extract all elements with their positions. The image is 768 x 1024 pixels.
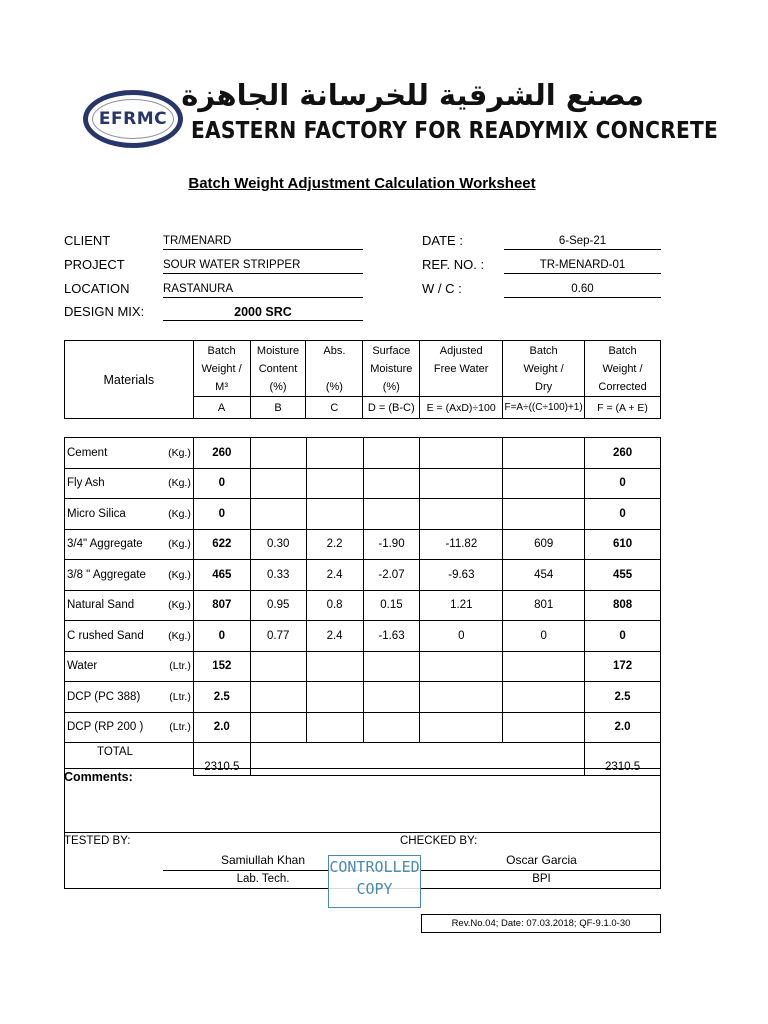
wc-value: 0.60 <box>504 281 661 298</box>
cell-a: 807 <box>193 590 250 621</box>
signoff-divider <box>64 832 661 833</box>
total-f: 2310.5 <box>585 743 661 776</box>
cell-b <box>250 499 306 530</box>
ref-label: REF. NO. : <box>422 257 485 272</box>
cell-e <box>420 438 503 469</box>
materials-table <box>64 437 661 776</box>
abs-header: Abs. (%) <box>306 341 363 397</box>
cell-a: 0 <box>193 621 250 652</box>
material-name: Cement <box>65 438 165 469</box>
cell-f: 2.5 <box>585 682 661 713</box>
cell-b: 0.77 <box>250 621 306 652</box>
cell-e: -9.63 <box>420 560 503 591</box>
surface-moisture-header: Surface Moisture (%) <box>363 341 420 397</box>
stamp-line-2: COPY <box>356 880 393 898</box>
materials-header: Materials <box>65 341 194 419</box>
cell-e <box>420 712 503 743</box>
material-unit: (Ltr.) <box>164 651 193 682</box>
cell-d <box>363 651 420 682</box>
location-value: RASTANURA <box>163 281 363 298</box>
cell-d: -1.90 <box>363 529 420 560</box>
cell-b: 0.95 <box>250 590 306 621</box>
client-value: TR/MENARD <box>163 233 363 250</box>
cell-f: 0 <box>585 499 661 530</box>
cell-c: 0.8 <box>306 590 363 621</box>
cell-d <box>363 499 420 530</box>
cell-d: 0.15 <box>363 590 420 621</box>
cell-c <box>306 499 363 530</box>
formula-b: B <box>250 397 306 419</box>
table-row <box>65 499 661 530</box>
batch-weight-header: Batch Weight / M³ <box>193 341 250 397</box>
material-unit: (Kg.) <box>164 529 193 560</box>
cell-c <box>306 438 363 469</box>
material-name: 3/8 " Aggregate <box>65 560 165 591</box>
material-name: Natural Sand <box>65 590 165 621</box>
cell-dry <box>503 468 585 499</box>
page-title: Batch Weight Adjustment Calculation Worksheet <box>188 175 536 192</box>
cell-f: 2.0 <box>585 712 661 743</box>
cell-d <box>363 682 420 713</box>
company-logo <box>83 90 183 148</box>
cell-c: 2.4 <box>306 621 363 652</box>
formula-d: D = (B-C) <box>363 397 420 419</box>
cell-dry <box>503 712 585 743</box>
ref-value: TR-MENARD-01 <box>504 257 661 274</box>
material-unit: (Kg.) <box>164 590 193 621</box>
batch-dry-header: Batch Weight / Dry <box>503 341 585 397</box>
table-row <box>65 651 661 682</box>
cell-dry <box>503 651 585 682</box>
total-a: 2310.5 <box>193 743 250 776</box>
design-mix-label: DESIGN MIX: <box>64 304 145 319</box>
cell-b <box>250 468 306 499</box>
formula-e: E = (AxD)÷100 <box>420 397 503 419</box>
cell-a: 2.5 <box>193 682 250 713</box>
material-name: Water <box>65 651 165 682</box>
comments-label: Comments: <box>64 770 133 784</box>
cell-b: 0.30 <box>250 529 306 560</box>
cell-e <box>420 651 503 682</box>
cell-e <box>420 468 503 499</box>
formula-f: F = (A + E) <box>585 397 661 419</box>
location-label: LOCATION <box>64 281 130 296</box>
cell-c <box>306 468 363 499</box>
material-name: DCP (RP 200 ) <box>65 712 165 743</box>
table-row <box>65 621 661 652</box>
material-unit: (Kg.) <box>164 438 193 469</box>
date-value: 6-Sep-21 <box>504 233 661 250</box>
cell-e <box>420 682 503 713</box>
batch-corrected-header: Batch Weight / Corrected <box>585 341 661 397</box>
cell-d <box>363 712 420 743</box>
table-row <box>65 529 661 560</box>
material-unit: (Ltr.) <box>164 682 193 713</box>
formula-dry: F=A÷((C÷100)+1) <box>503 397 585 419</box>
cell-dry <box>503 438 585 469</box>
cell-d: -2.07 <box>363 560 420 591</box>
adjusted-water-header: Adjusted Free Water <box>420 341 503 397</box>
cell-dry <box>503 682 585 713</box>
company-name: EASTERN FACTORY FOR READYMIX CONCRETE <box>191 118 718 144</box>
cell-dry: 609 <box>503 529 585 560</box>
table-row <box>65 712 661 743</box>
total-label: TOTAL <box>65 743 194 776</box>
cell-a: 622 <box>193 529 250 560</box>
cell-c <box>306 712 363 743</box>
client-label: CLIENT <box>64 233 111 248</box>
cell-e: 1.21 <box>420 590 503 621</box>
cell-c <box>306 651 363 682</box>
cell-f: 0 <box>585 468 661 499</box>
column-header-table <box>64 340 661 419</box>
cell-c <box>306 682 363 713</box>
company-name-arabic: مصنع الشرقية للخرسانة الجاهزة <box>181 78 644 112</box>
table-row <box>65 468 661 499</box>
material-name: Fly Ash <box>65 468 165 499</box>
cell-c: 2.4 <box>306 560 363 591</box>
cell-a: 465 <box>193 560 250 591</box>
cell-e: 0 <box>420 621 503 652</box>
cell-a: 2.0 <box>193 712 250 743</box>
design-mix-value: 2000 SRC <box>163 304 363 321</box>
cell-f: 455 <box>585 560 661 591</box>
cell-a: 260 <box>193 438 250 469</box>
checked-by-name: Oscar Garcia <box>506 853 577 867</box>
cell-dry: 454 <box>503 560 585 591</box>
cell-dry <box>503 499 585 530</box>
logo-text: EFRMC <box>92 99 174 139</box>
material-name: C rushed Sand <box>65 621 165 652</box>
project-value: SOUR WATER STRIPPER <box>163 257 363 274</box>
cell-b: 0.33 <box>250 560 306 591</box>
revision-box: Rev.No.04; Date: 07.03.2018; QF-9.1.0-30 <box>421 914 661 933</box>
cell-f: 610 <box>585 529 661 560</box>
tested-by-name: Samiullah Khan <box>220 853 306 867</box>
material-unit: (Kg.) <box>164 468 193 499</box>
material-unit: (Kg.) <box>164 621 193 652</box>
cell-dry: 801 <box>503 590 585 621</box>
cell-d <box>363 468 420 499</box>
material-unit: (Kg.) <box>164 499 193 530</box>
cell-b <box>250 712 306 743</box>
cell-a: 0 <box>193 499 250 530</box>
tested-by-role: Lab. Tech. <box>236 873 290 885</box>
material-unit: (Kg.) <box>164 560 193 591</box>
moisture-header: Moisture Content (%) <box>250 341 306 397</box>
cell-b <box>250 438 306 469</box>
table-row <box>65 682 661 713</box>
cell-f: 172 <box>585 651 661 682</box>
material-name: Micro Silica <box>65 499 165 530</box>
controlled-copy-stamp <box>328 855 421 908</box>
tested-by-label: TESTED BY: <box>64 835 131 847</box>
table-row <box>65 438 661 469</box>
date-label: DATE : <box>422 233 463 248</box>
cell-d: -1.63 <box>363 621 420 652</box>
project-label: PROJECT <box>64 257 125 272</box>
cell-f: 260 <box>585 438 661 469</box>
cell-b <box>250 651 306 682</box>
material-name: 3/4" Aggregate <box>65 529 165 560</box>
material-unit: (Ltr.) <box>164 712 193 743</box>
cell-dry: 0 <box>503 621 585 652</box>
cell-a: 0 <box>193 468 250 499</box>
formula-a: A <box>193 397 250 419</box>
table-row <box>65 560 661 591</box>
stamp-line-1: CONTROLLED <box>329 858 420 876</box>
checked-by-role: BPI <box>532 873 551 885</box>
wc-label: W / C : <box>422 281 462 296</box>
cell-c: 2.2 <box>306 529 363 560</box>
cell-d <box>363 438 420 469</box>
cell-f: 808 <box>585 590 661 621</box>
cell-e <box>420 499 503 530</box>
cell-e: -11.82 <box>420 529 503 560</box>
cell-b <box>250 682 306 713</box>
checked-by-label: CHECKED BY: <box>400 835 478 847</box>
table-row <box>65 590 661 621</box>
formula-c: C <box>306 397 363 419</box>
cell-a: 152 <box>193 651 250 682</box>
material-name: DCP (PC 388) <box>65 682 165 713</box>
cell-f: 0 <box>585 621 661 652</box>
